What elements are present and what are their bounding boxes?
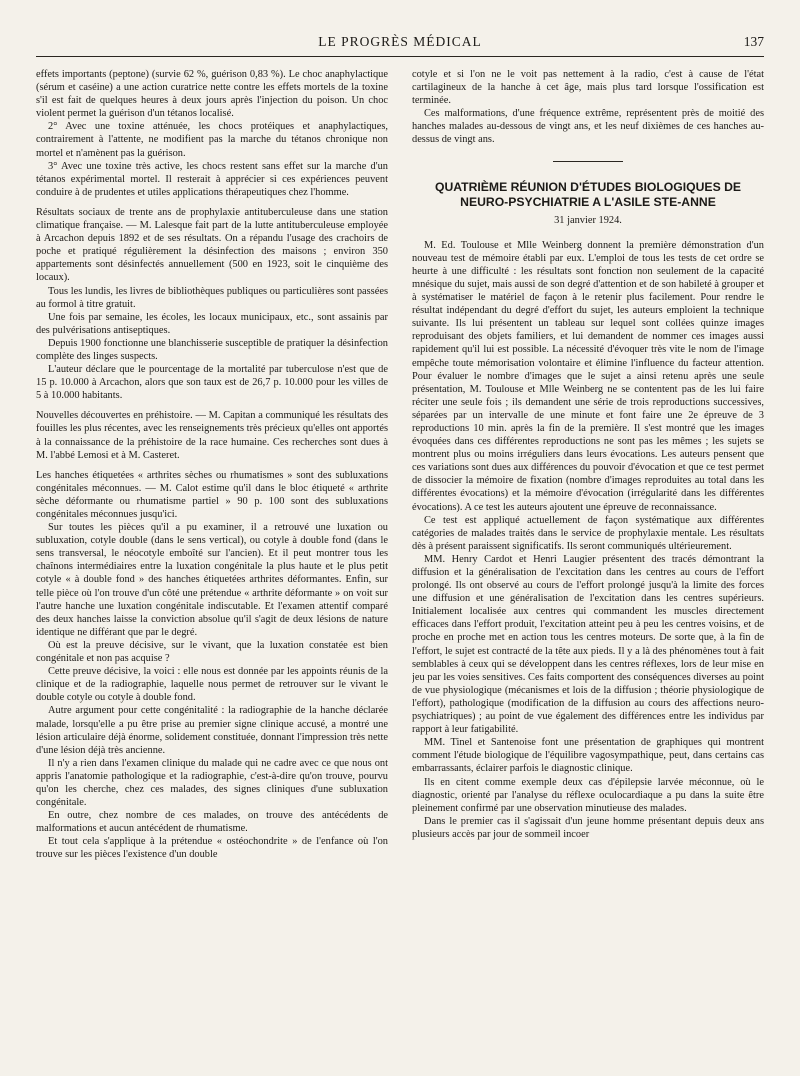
paragraph-section-capitan: Nouvelles découvertes en préhistoire. — M. Capitan a communiqué les résultats des fouilles les plus récentes, avec les renseignements très précieux qu'elles ont apportés à la connaissance de la préhistoire de la race humaine. Ces recherches sont dues à M. l'abbé Lemosi et à M. Casteret. [36,410,388,461]
paragraph: Sur toutes les pièces qu'il a pu examiner, il a retrouvé une luxation ou subluxation, cotyle double (dans le sens vertical), ou cotyle à double fond (dans le sens transversal, le néocotyle emboîté sur l'ancien). Et il peut montrer tous les chaînons intermédiaires entre la luxation congénitale la plus haute et le plus petit cotyle « à double fond » des hanches étiquetées arthrites déformantes. Enfin, sur telle pièce où l'on trouve d'un côté une prétendue « arthrite déformante » on voit sur l'autre hanche une luxation congénitale indiscutable. Et l'examen attentif comparé des deux hanches laisse la conviction absolue qu'il s'agit de deux lésions de nature identique ne différant que par le degré. [36,522,388,638]
paragraph: Une fois par semaine, les écoles, les locaux municipaux, etc., sont assainis par des pulvérisations antiseptiques. [36,311,388,336]
paragraph: Ils en citent comme exemple deux cas d'épilepsie larvée méconnue, où le diagnostic, orienté par l'analyse du réflexe oculocardiaque a pu dans la suite être pleinement confirmé par une observation minutieuse des malades. [412,776,764,814]
paragraph: Où est la preuve décisive, sur le vivant, que la luxation constatée est bien congénitale et non pas acquise ? [36,639,388,665]
paragraph: Depuis 1900 fonctionne une blanchisserie susceptible de pratiquer la désinfection complète des linges suspects. [36,337,388,362]
paragraph: Cette preuve décisive, la voici : elle nous est donnée par les appoints réunis de la clinique et de la radiographie, laquelle nous permet de retrouver sur le vivant le double cotyle ou cotyle à double fond. [36,666,388,704]
paragraph: Il n'y a rien dans l'examen clinique du malade qui ne cadre avec ce que nous ont appris l'anatomie pathologique et la radiographie, c'est-à-dire qu'on trouve, pourvu qu'on les cherche, chez ces malades, des signes cliniques d'une subluxation congénitale. [36,757,388,809]
paragraph: 2° Avec une toxine atténuée, les chocs protéiques et anaphylactiques, contrairement à l'attente, ne modifient pas la marche du tétanos chronique non mortel et n'amènent pas la guérison. [36,121,388,159]
paragraph: Tous les lundis, les livres de bibliothèques publiques ou particulières sont passées au formol à titre gratuit. [36,285,388,310]
paragraph: Autre argument pour cette congénitalité : la radiographie de la hanche déclarée malade, lorsqu'elle a pu être prise au premier signe clinique accusé, a montré une lésion articulaire déjà énorme, solidement constituée, donnant l'impression très nette d'une lésion déjà très ancienne. [36,705,388,756]
paragraph-section-lalesque: Résultats sociaux de trente ans de prophylaxie antituberculeuse dans une station climatique française. — M. Lalesque fait part de la lutte antituberculeuse employée à Arcachon depuis 1892 et de ses résultats. On a répandu l'usage des crachoirs de poche et pratiqué régulièrement la désinfection des maisons ; environ 350 appartements sont désinfectés annuellement (500 en 1923, soit le cinquième des locaux). [36,206,388,284]
paragraph: 3° Avec une toxine très active, les chocs restent sans effet sur la marche d'un tétanos expérimental mortel. Il resterait à apprécier si ces expériences peuvent conduire à de prudentes et utiles applications thérapeutiques chez l'homme. [36,160,388,198]
journal-title: LE PROGRÈS MÉDICAL [318,34,482,49]
paragraph: M. Ed. Toulouse et Mlle Weinberg donnent la première démonstration d'un nouveau test de mémoire établi par eux. L'emploi de tous les tests de cet ordre se heurte à une difficulté : les résultats sont fonction non seulement de la capacité mnésique du sujet, mais aussi de son degré d'attention et de son habileté à grouper et à systématiser le matériel de façon à le retenir plus facilement. Pour rendre le résultat indépendant du degré d'effort du sujet, les auteurs emploient la technique suivante. Ils lui présentent un tableau sur lequel sont collées quinze images reproduisant des objets familiers, et lui demandent de nommer ces images aussi rapidement qu'il lui est possible. La nécessité d'évoquer très vite le nom de l'image empêche toute mémorisation volontaire et élimine l'influence du facteur attention. Pour évaluer le nombre d'images que le sujet a ainsi retenu après une seule présentation, M. Toulouse et Mlle Weinberg ne se contentent pas de les lui faire réciter une seule fois ; ils demandent une série de trois reproductions successives, séparées par un intervalle de une minute et font faire une 2e épreuve de 3 reproductions 10 min. après la fin de la première. Il s'est montré que les images évoquées dans ces différentes reproductions ne sont pas les mêmes ; les sujets se montrent plus ou moins irréguliers dans leurs évocations. Les auteurs pensent que ces variations sont dues aux différences du pouvoir d'évocation et que ce test permet de dissocier la mémoire de fixation (nombre d'images reproduites au total dans les différentes évocations) et la mémoire d'évocation (irrégularité dans les différentes évocations). A ce test les auteurs ajoutent une épreuve de reconnaissance. [412,239,764,513]
paragraph: L'auteur déclare que le pourcentage de la mortalité par tuberculose n'est que de 15 p. 10.000 à Arcachon, alors que son taux est de 26,7 p. 10.000 pour les villes de 5 à 10.000 habitants. [36,364,388,402]
section-date: 31 janvier 1924. [554,214,622,226]
page-number: 137 [743,34,764,49]
section-divider [553,161,623,162]
right-column [412,68,764,1058]
paragraph: En outre, chez nombre de ces malades, on trouve des antécédents de malformations et aucun antécédent de rhumatisme. [36,810,388,835]
paragraph: MM. Henry Cardot et Henri Laugier présentent des tracés démontrant la diffusion et la généralisation de l'excitation dans les centres au cours de l'effort prolongé. Ils ont observé au cours de l'effort prolongé jusqu'à la limite des forces une diffusion et une généralisation de l'excitation dans les centres supérieurs. Initialement localisée aux centres qui commandent les muscles directement efficaces dans l'effort produit, l'excitation atteint peu à peu les centres voisins, et de proche en proche met en action tous les centres moteurs. De sorte que, à la fin de l'effort, le sujet est contracté de la tête aux pieds. Il y a là des phénomènes tout à fait semblables à ceux qui se développent dans les centres réflexes, lors de leur mise en jeu par les voies sensitives. Ces faits comportent des conséquences diverses au point de vue physiologique (mécanismes et lois de la diffusion ; théorie physiologique de l'effort), pathologique (modification de la diffusion au cours des affections neuro-psychiatriques) ; au point de vue également des différences entre les individus par rapport à leur fatigabilité. [412,553,764,736]
paragraph-section-calot: Les hanches étiquetées « arthrites sèches ou rhumatismes » sont des subluxations congénitales méconnues. — M. Calot estime qu'il dans le bloc étiqueté « arthrite sèche déformante ou rhumatisme partiel » 90 p. 100 sont des subluxations congénitales méconnues jusqu'ici. [36,469,388,520]
paragraph: Ce test est appliqué actuellement de façon systématique aux différentes catégories de malades traités dans le service de prophylaxie mentale. Les résultats dès à présent paraissent significatifs. Ils seront communiqués ultérieurement. [412,514,764,552]
paragraph: MM. Tinel et Santenoise font une présentation de graphiques qui montrent comment l'étude biologique de l'équilibre vagosympathique, peut, dans certains cas embarrassants, éclairer parfois le diagnostic clinique. [412,737,764,775]
paragraph: effets importants (peptone) (survie 62 %, guérison 0,83 %). Le choc anaphylactique (sérum et caséine) a une action curatrice nette contre les effets mortels de la toxine s'il est fait de quelques heures à deux jours après l'injection du poison. Un choc violent permet la guérison d'un tétanos localisé. [36,69,388,120]
paragraph: Dans le premier cas il s'agissait d'un jeune homme présentant depuis deux ans plusieurs accès par jour de sommeil incoer [412,815,764,840]
page-header [36,34,764,57]
paragraph: Ces malformations, d'une fréquence extrême, représentent près de moitié des hanches malades au-dessous de vingt ans, et les neuf dixièmes de ces hanches au-dessus de vingt ans. [412,108,764,146]
left-column [36,68,388,1058]
paragraph: Et tout cela s'applique à la prétendue « ostéochondrite » de l'enfance où l'on trouve sur les pièces l'existence d'un double [36,836,388,861]
paragraph: cotyle et si l'on ne le voit pas nettement à la radio, c'est à cause de l'état cartilagineux de la hanche à cet âge, mais plus tard lorsque l'ossification est terminée. [412,69,764,107]
section-title: QUATRIÈME RÉUNION D'ÉTUDES BIOLOGIQUES DE NEURO-PSYCHIATRIE A L'ASILE STE-ANNE [434,179,742,210]
